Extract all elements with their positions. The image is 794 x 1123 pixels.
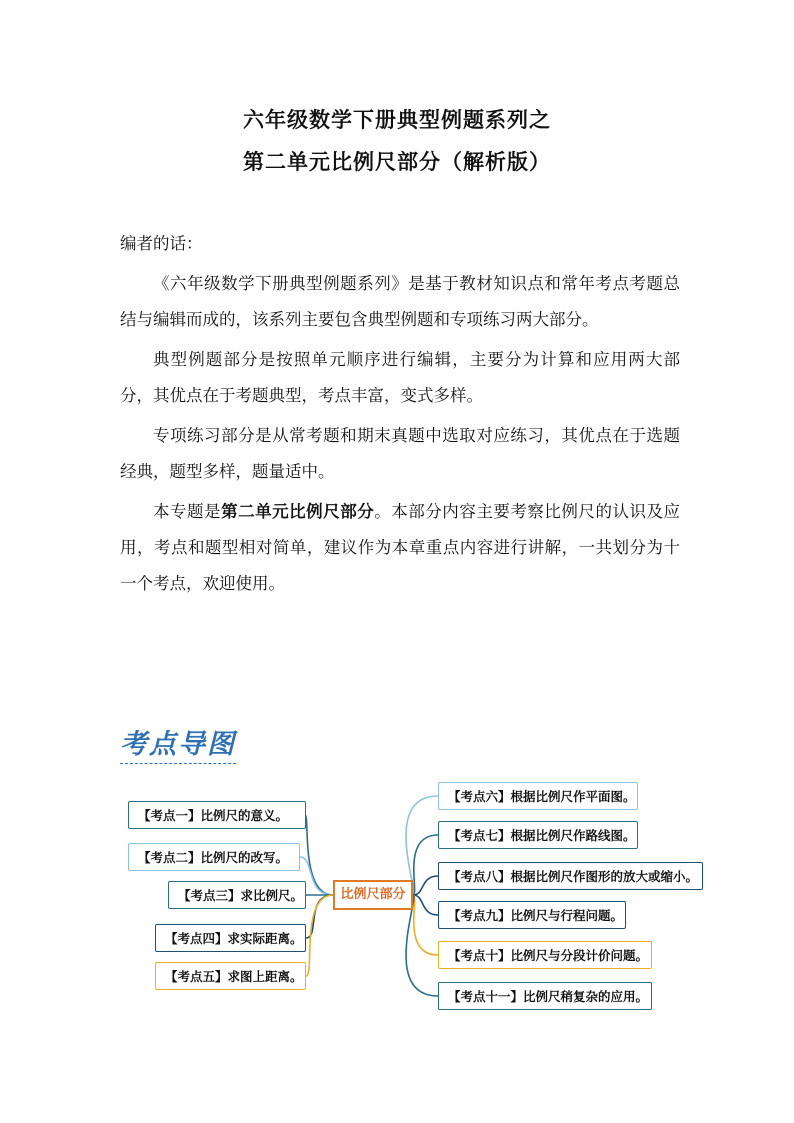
connector-right-10 (413, 895, 438, 955)
document-title-line2: 第二单元比例尺部分（解析版） (243, 150, 551, 174)
intro-label: 编者的话： (120, 234, 203, 253)
mindmap-node-11: 【考点十一】比例尺稍复杂的应用。 (438, 982, 652, 1010)
mindmap-node-5: 【考点五】求图上距离。 (155, 962, 306, 990)
mindmap-node-4: 【考点四】求实际距离。 (155, 924, 306, 952)
paragraph-2: 典型例题部分是按照单元顺序进行编辑，主要分为计算和应用两大部分，其优点在于考题典型，考点丰富，变式多样。 (120, 350, 680, 405)
paragraph-1: 《六年级数学下册典型例题系列》是基于教材知识点和常年考点考题总结与编辑而成的，该系列主要包含典型例题和专项练习两大部分。 (120, 274, 680, 329)
connector-right-7 (413, 835, 438, 895)
connector-left-5 (306, 895, 333, 976)
mindmap-node-8: 【考点八】根据比例尺作图形的放大或缩小。 (438, 862, 703, 890)
connector-left-1 (305, 815, 333, 895)
mindmap-node-7: 【考点七】根据比例尺作路线图。 (438, 821, 638, 849)
connector-right-11 (406, 895, 438, 996)
connector-right-8 (413, 876, 438, 895)
mindmap-node-6: 【考点六】根据比例尺作平面图。 (438, 782, 638, 810)
mindmap-node-10: 【考点十】比例尺与分段计价问题。 (438, 941, 652, 969)
paragraph-3: 专项练习部分是从常考题和期末真题中选取对应练习，其优点在于选题经典，题型多样，题量适中。 (120, 426, 680, 481)
paragraph-4-pre: 本专题是 (153, 502, 222, 521)
map-heading: 考点导图 (120, 722, 236, 764)
document-title-line1: 六年级数学下册典型例题系列之 (243, 108, 551, 132)
mindmap-center: 比例尺部分 (333, 880, 413, 910)
connector-right-9 (413, 895, 438, 915)
paragraph-4-post: 。本部分内容主要考察比例尺的认识及应用，考点和题型相对简单，建议作为本章重点内容进行讲解，一共划分为十一个考点，欢迎使用。 (120, 502, 681, 593)
paragraph-4-highlight: 第二单元比例尺部分 (221, 502, 375, 521)
mindmap-node-2: 【考点二】比例尺的改写。 (128, 843, 300, 871)
mindmap-node-3: 【考点三】求比例尺。 (168, 881, 306, 909)
mindmap-node-1: 【考点一】比例尺的意义。 (128, 801, 306, 829)
mindmap-node-9: 【考点九】比例尺与行程问题。 (438, 901, 626, 929)
